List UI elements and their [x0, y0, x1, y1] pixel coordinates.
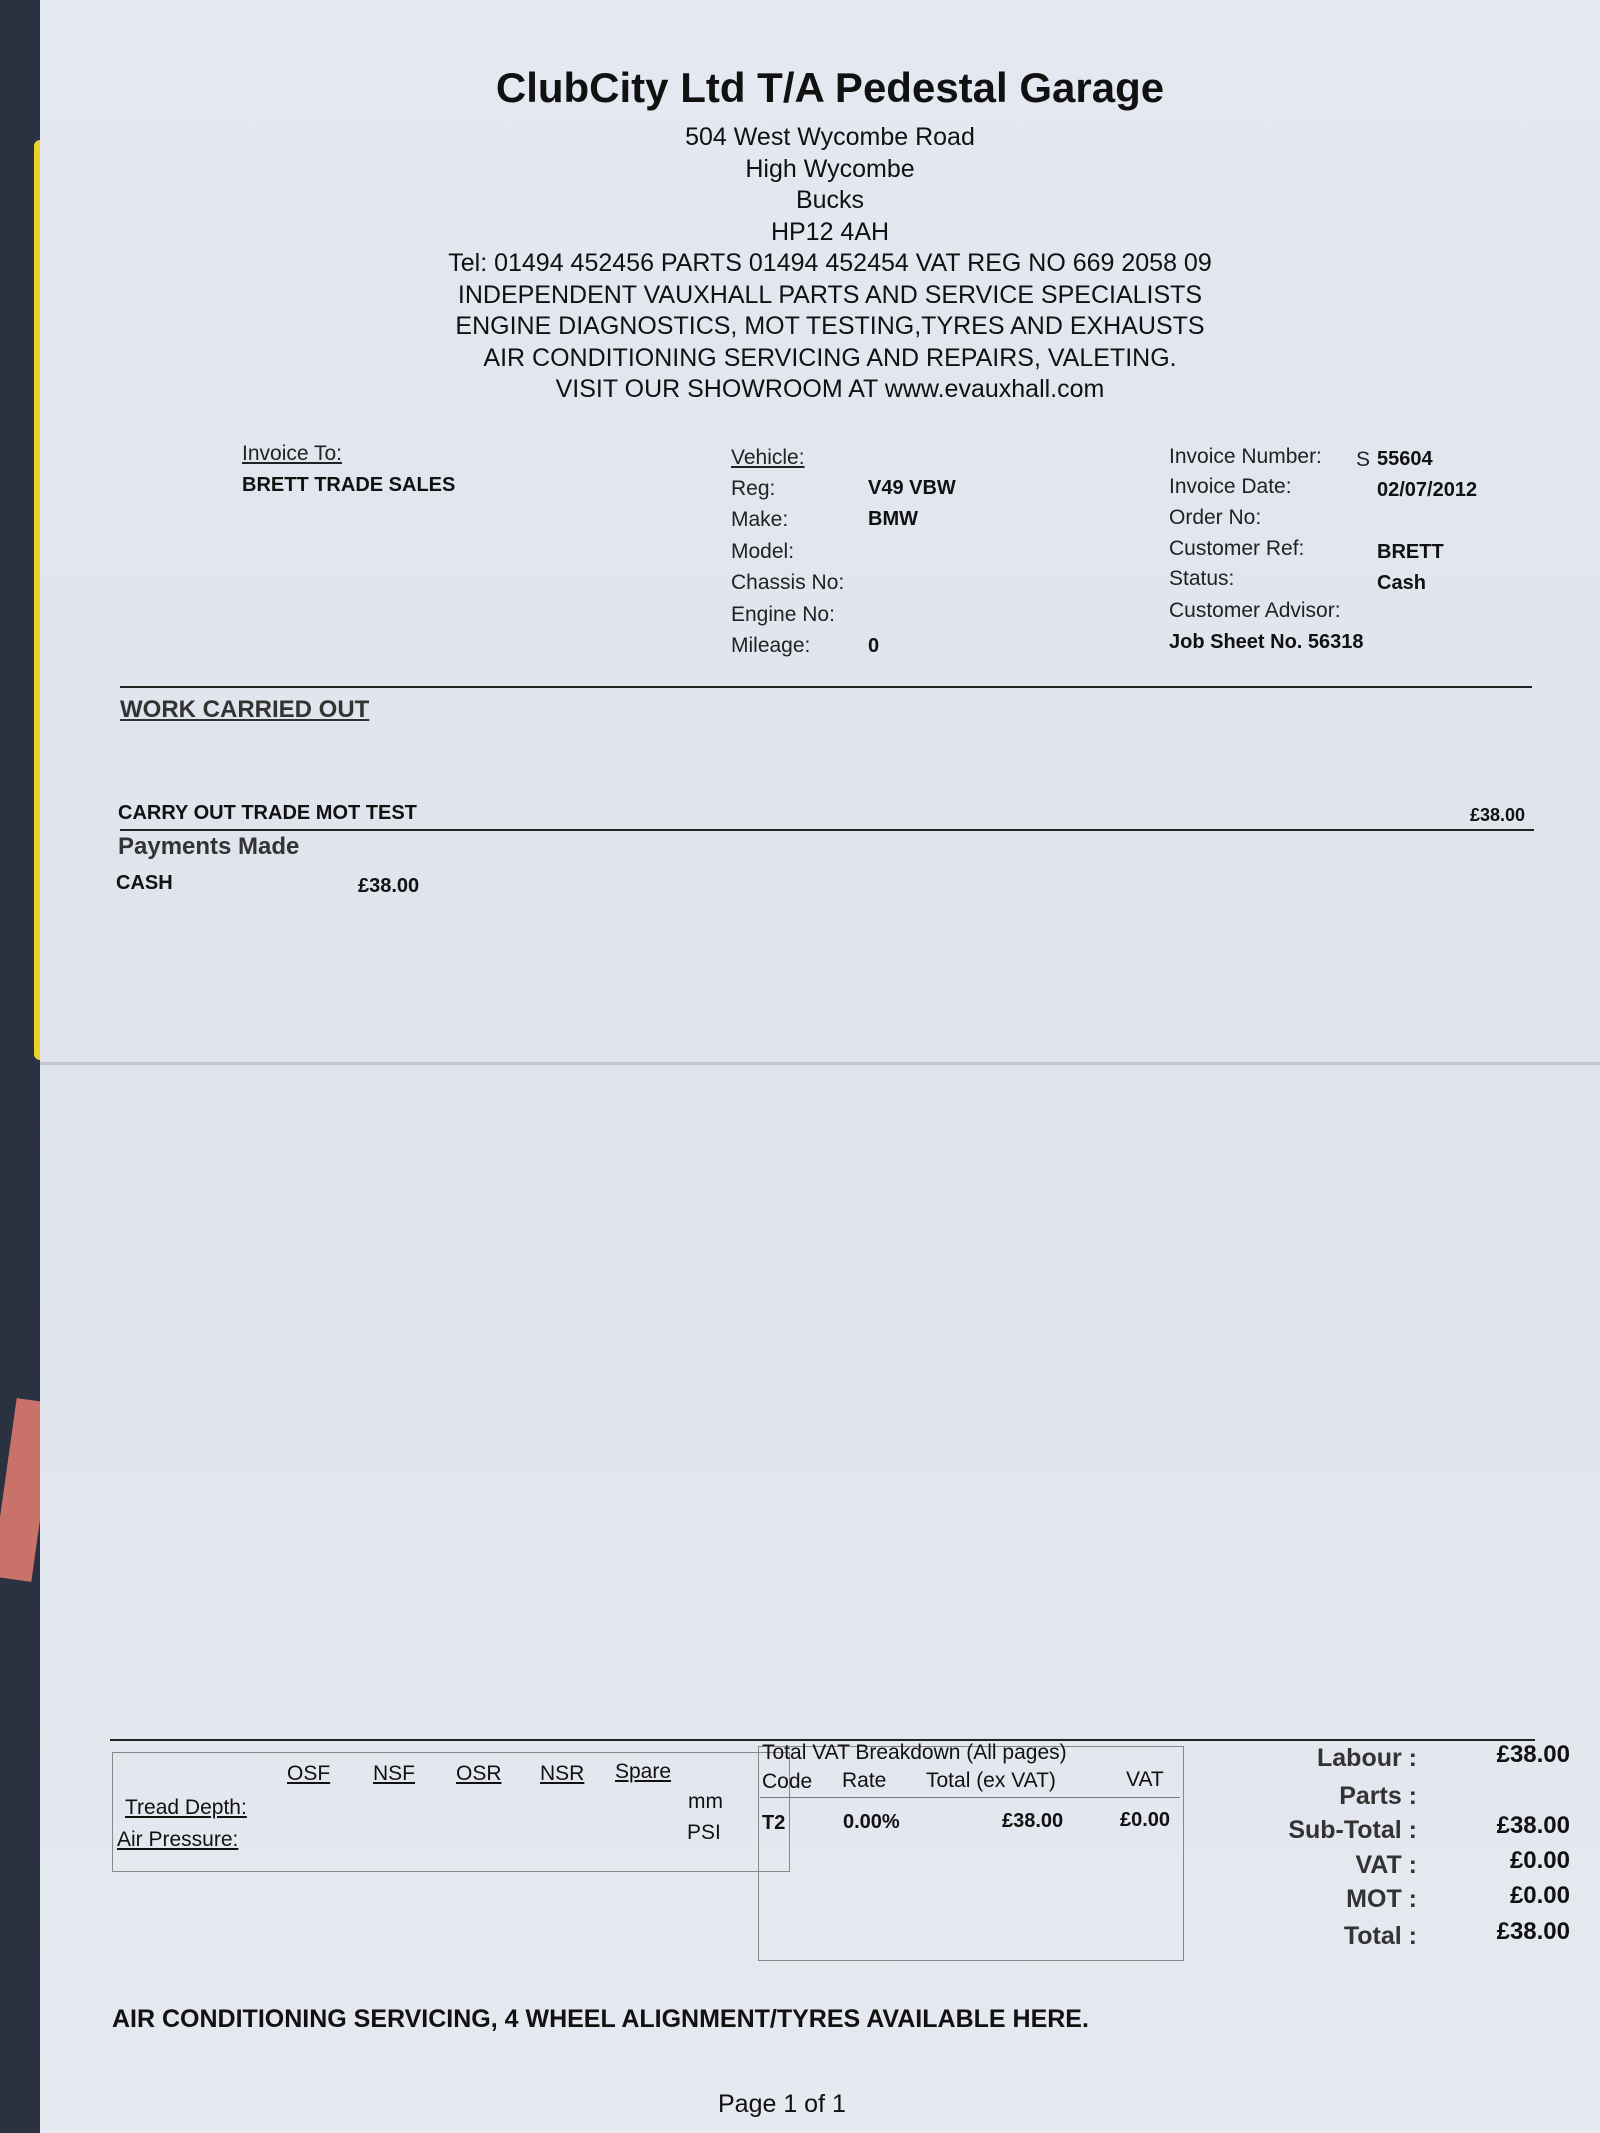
chassis-label: Chassis No: [731, 571, 845, 594]
status-label: Status: [1169, 567, 1235, 590]
customer-ref-value: BRETT [1377, 541, 1444, 563]
mot-value: £0.00 [1509, 1882, 1570, 1909]
header-divider [120, 686, 1532, 688]
work-carried-out-title: WORK CARRIED OUT [120, 696, 370, 723]
tyre-col-nsr: NSR [540, 1762, 585, 1785]
payment-amount: £38.00 [358, 875, 420, 897]
vat-head-code: Code [762, 1770, 813, 1793]
job-sheet-number: Job Sheet No. 56318 [1169, 631, 1364, 653]
vat-head-vat: VAT [1126, 1768, 1164, 1791]
payment-method: CASH [116, 872, 173, 894]
total-value: £38.00 [1496, 1918, 1570, 1945]
engine-label: Engine No: [731, 603, 835, 626]
reg-label: Reg: [731, 477, 776, 500]
air-pressure-label: Air Pressure: [117, 1828, 239, 1851]
mot-label: MOT : [1346, 1885, 1417, 1913]
company-name: ClubCity Ltd T/A Pedestal Garage [495, 64, 1165, 111]
page-number: Page 1 of 1 [718, 2090, 846, 2118]
vat-row-vat: £0.00 [1120, 1809, 1171, 1831]
work-item-amount: £38.00 [1470, 805, 1526, 825]
order-no-label: Order No: [1169, 506, 1262, 529]
vat-breakdown-title: Total VAT Breakdown (All pages) [762, 1741, 1067, 1764]
reg-value: V49 VBW [868, 477, 956, 499]
contact-line: Tel: 01494 452456 PARTS 01494 452454 VAT REG NO 669 2058 09 [448, 249, 1212, 277]
subtotal-value: £38.00 [1496, 1812, 1570, 1839]
mileage-label: Mileage: [731, 634, 811, 657]
make-label: Make: [731, 508, 789, 531]
tyre-col-nsf: NSF [373, 1762, 415, 1785]
tagline-1: INDEPENDENT VAUXHALL PARTS AND SERVICE SPECIALISTS [457, 280, 1203, 309]
air-pressure-unit: PSI [687, 1821, 721, 1844]
labour-value: £38.00 [1496, 1741, 1570, 1768]
tyre-col-spare: Spare [615, 1760, 672, 1783]
subtotal-label: Sub-Total : [1288, 1816, 1417, 1844]
customer-ref-label: Customer Ref: [1169, 537, 1305, 560]
total-label: Total : [1343, 1922, 1417, 1950]
vat-value: £0.00 [1509, 1847, 1570, 1874]
postcode: HP12 4AH [770, 217, 890, 246]
tagline-4: VISIT OUR SHOWROOM AT www.evauxhall.com [555, 375, 1105, 403]
address-line-1: 504 West Wycombe Road [685, 123, 975, 151]
company-details [40, 122, 1600, 406]
invoice-to-label: Invoice To: [242, 442, 343, 465]
vat-label: VAT : [1355, 1851, 1417, 1879]
invoice-number-label: Invoice Number: [1169, 445, 1322, 468]
vat-row-rate: 0.00% [843, 1811, 900, 1833]
tyre-col-osr: OSR [456, 1762, 502, 1785]
tagline-3: AIR CONDITIONING SERVICING AND REPAIRS, VALETING. [483, 343, 1177, 372]
tagline-2: ENGINE DIAGNOSTICS, MOT TESTING,TYRES AND EXHAUSTS [455, 312, 1205, 340]
tread-depth-label: Tread Depth: [125, 1796, 247, 1819]
address-line-3: Bucks [795, 186, 865, 214]
tyre-col-osf: OSF [287, 1762, 331, 1785]
model-label: Model: [731, 540, 795, 563]
invoice-to-name: BRETT TRADE SALES [242, 474, 456, 496]
payments-made-title: Payments Made [118, 833, 300, 860]
vat-head-total: Total (ex VAT) [926, 1769, 1056, 1792]
status-value: Cash [1377, 572, 1426, 594]
vehicle-label: Vehicle: [731, 446, 805, 469]
vat-row-total: £38.00 [1002, 1810, 1064, 1832]
work-item-description: CARRY OUT TRADE MOT TEST [118, 802, 417, 824]
labour-label: Labour : [1317, 1744, 1417, 1772]
tread-depth-unit: mm [688, 1790, 723, 1813]
vat-head-rate: Rate [842, 1769, 887, 1792]
customer-advisor-label: Customer Advisor: [1169, 599, 1341, 622]
invoice-date-value: 02/07/2012 [1377, 479, 1478, 501]
parts-label: Parts : [1339, 1782, 1417, 1810]
vat-row-code: T2 [762, 1812, 786, 1834]
footer-note: AIR CONDITIONING SERVICING, 4 WHEEL ALIGNMENT/TYRES AVAILABLE HERE. [112, 2005, 1089, 2033]
mileage-value: 0 [868, 635, 880, 657]
paper-fold-line [40, 1062, 1600, 1065]
make-value: BMW [868, 508, 918, 530]
work-divider [120, 829, 1534, 831]
address-line-2: High Wycombe [745, 154, 915, 183]
invoice-number-prefix: S [1356, 448, 1371, 471]
invoice-date-label: Invoice Date: [1169, 475, 1292, 498]
invoice-number-value: 55604 [1377, 448, 1433, 470]
invoice-page [40, 0, 1600, 2133]
vat-head-divider [760, 1797, 1180, 1798]
